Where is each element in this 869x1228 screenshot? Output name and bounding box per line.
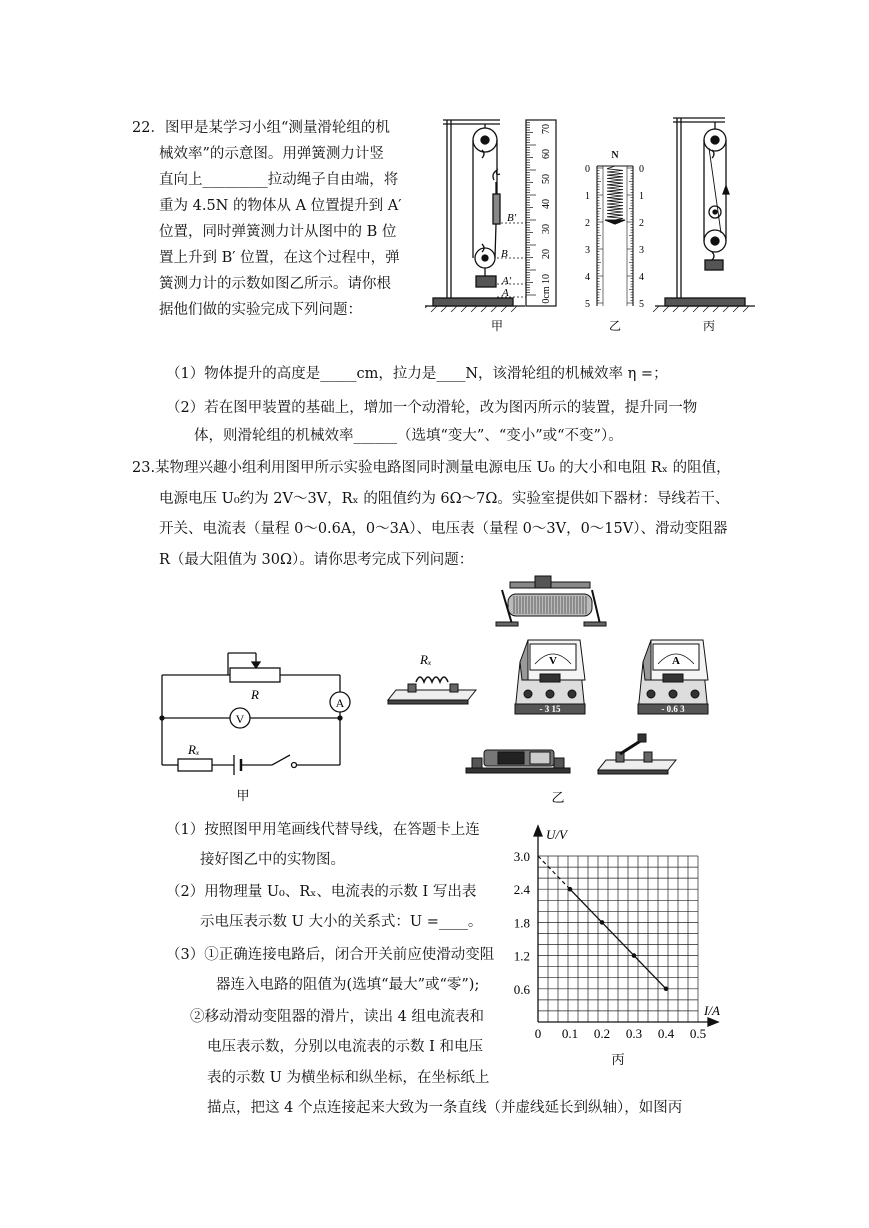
rx-resistor-board (388, 677, 476, 704)
circuit-label-v: V (235, 712, 245, 726)
label-a: A (502, 287, 509, 299)
q22-sub2-line-1: （2）若在图甲装置的基础上，增加一个动滑轮，改为图丙所示的装置，提升同一物 (166, 400, 698, 416)
pulley-figure (425, 108, 755, 340)
q23-sub1-line-2: 接好图乙中的实物图。 (200, 852, 345, 868)
spring-gauge (597, 150, 633, 306)
gauge-right-1: 1 (639, 191, 644, 202)
gauge-right-0: 0 (639, 164, 644, 175)
rx-symbol (178, 759, 212, 771)
equip-label-rx: Rₓ (420, 652, 432, 667)
gauge-left-3: 3 (585, 245, 590, 256)
q22-line-1: 22．图甲是某学习小组“测量滑轮组的机 (132, 120, 390, 136)
y-tick-label: 3.0 (513, 849, 530, 864)
voltmeter-terminals: - 3 15 (539, 704, 561, 714)
q22-line-7: 簧测力计的示数如图乙所示。请你根 (159, 276, 391, 292)
circuit-label-rx: Rₓ (188, 742, 200, 757)
ruler-label-30: 30 (541, 224, 552, 234)
q22-line-2: 械效率”的示意图。用弹簧测力计竖 (159, 146, 384, 162)
data-point (568, 887, 573, 892)
label-a-prime: A′ (502, 275, 512, 287)
gauge-ticks (597, 168, 633, 303)
ammeter-letter: A (672, 655, 680, 667)
ruler-label-20: 20 (541, 249, 552, 259)
extension-dashed-line (538, 856, 570, 889)
circuit-label-r: R (251, 687, 259, 702)
x-tick-label: 0.1 (561, 1026, 579, 1041)
gauge-left-5: 5 (585, 299, 590, 310)
y-tick-label: 2.4 (513, 882, 530, 898)
voltmeter-device (515, 640, 585, 714)
sliding-rheostat (496, 576, 606, 626)
spring-coil (607, 166, 623, 220)
u-i-graph (500, 822, 730, 1070)
x-tick-label: 0.4 (657, 1026, 675, 1041)
q22-sub2-line-2: 体，则滑轮组的机械效率______（选填“变大”、“变小”或“不变”）。 (194, 428, 623, 444)
voltmeter-letter: V (549, 655, 557, 667)
q23-sub1-line-1: （1）按照图甲用笔画线代替导线，在答题卡上连 (166, 822, 480, 838)
q22-sub1: （1）物体提升的高度是_____cm，拉力是____N，该滑轮组的机械效率 η =； (166, 366, 668, 382)
ruler-ticks (526, 120, 536, 295)
rheostat-symbol (230, 668, 280, 682)
pulley-apparatus-bing (653, 118, 755, 312)
x-tick-label: 0.2 (593, 1026, 611, 1041)
circuit-label-a: A (335, 696, 345, 710)
label-b-prime: B′ (507, 212, 517, 224)
ruler-label-10: 10 (541, 274, 552, 284)
gauge-left-0: 0 (585, 164, 590, 175)
ruler-label-50: 50 (541, 174, 552, 184)
q23-line-1: 23.某物理兴趣小组利用图甲所示实验电路图同时测量电源电压 U₀ 的大小和电阻 Rₓ 的阻值， (132, 460, 731, 476)
graph-caption: 丙 (611, 1052, 625, 1067)
ammeter-device (638, 640, 708, 714)
q22-line-8: 据他们做的实验完成下列问题： (159, 302, 362, 318)
q22-line-3: 直向上_________拉动绳子自由端，将 (159, 172, 399, 188)
caption-bing: 丙 (702, 319, 716, 333)
data-point (632, 953, 637, 958)
knife-switch (598, 734, 676, 774)
graph-ylabel: U/V (546, 827, 567, 842)
q23-sub3-line-6: 描点，把这 4 个点连接起来大致为一条直线（并虚线延长到纵轴），如图丙 (207, 1100, 683, 1116)
ruler-label-70: 70 (541, 124, 552, 134)
q23-sub2-line-1: （2）用物理量 U₀、Rₓ、电流表的示数 I 写出表 (166, 884, 477, 900)
gauge-right-5: 5 (639, 299, 644, 310)
q23-sub2-line-2: 示电压表示数 U 大小的关系式：U =____。 (200, 914, 483, 930)
y-tick-label: 0.6 (513, 981, 530, 997)
gauge-right-4: 4 (639, 272, 644, 283)
graph-xlabel: I/A (704, 1003, 720, 1018)
y-tick-label: 1.2 (513, 948, 530, 964)
data-point (664, 987, 669, 992)
ruler-label-60: 60 (541, 149, 552, 159)
gauge-right-3: 3 (639, 245, 644, 256)
gauge-left-4: 4 (585, 272, 590, 283)
gauge-unit: N (611, 150, 619, 161)
q23-sub3-line-4: 电压表示数，分别以电流表的示数 I 和电压 (207, 1039, 483, 1055)
gauge-right-2: 2 (639, 218, 644, 229)
q23-sub3-line-5: 表的示数 U 为横坐标和纵坐标，在坐标纸上 (207, 1070, 490, 1086)
caption-jia: 甲 (490, 319, 504, 333)
label-b: B (501, 248, 508, 260)
battery-holder (466, 750, 570, 773)
q22-line-4: 重为 4.5N 的物体从 A 位置提升到 A′ (159, 198, 402, 214)
q23-sub3-line-3: ②移动滑动变阻器的滑片，读出 4 组电流表和 (190, 1009, 484, 1025)
q23-sub3-line-1: （3）①正确连接电路后，闭合开关前应使滑动变阻 (166, 947, 495, 963)
gauge-left-2: 2 (585, 218, 590, 229)
caption-yi: 乙 (608, 319, 622, 333)
data-point (600, 920, 605, 925)
ruler-label-0cm: 0cm (541, 286, 552, 304)
x-tick-label: 0.3 (625, 1026, 643, 1041)
ammeter-terminals: - 0.6 3 (661, 704, 685, 714)
x-tick-label: 0 (534, 1026, 542, 1041)
q23-line-2: 电源电压 U₀约为 2V～3V，Rₓ 的阻值约为 6Ω～7Ω。实验室提供如下器材：导线若干、 (159, 491, 730, 507)
equipment-caption: 乙 (551, 790, 565, 805)
y-tick-label: 1.8 (513, 915, 530, 931)
gauge-left-1: 1 (585, 191, 590, 202)
circuit-diagram (150, 645, 360, 805)
x-tick-label: 0.5 (689, 1026, 707, 1041)
ruler-label-40: 40 (541, 199, 552, 209)
q23-line-4: R（最大阻值为 30Ω）。请你思考完成下列问题： (159, 552, 474, 568)
q22-line-6: 置上升到 B′ 位置，在这个过程中，弹 (159, 250, 400, 266)
q23-sub3-line-2: 器连入电路的阻值为(选填“最大”或“零”); (216, 977, 480, 993)
equipment-figure (380, 572, 720, 806)
q23-line-3: 开关、电流表（量程 0～0.6A，0～3A）、电压表（量程 0～3V，0～15V）、滑动变阻器 (159, 521, 728, 537)
switch-symbol (272, 755, 290, 765)
circuit-caption: 甲 (236, 788, 250, 803)
q22-line-5: 位置，同时弹簧测力计从图中的 B 位 (159, 224, 397, 240)
